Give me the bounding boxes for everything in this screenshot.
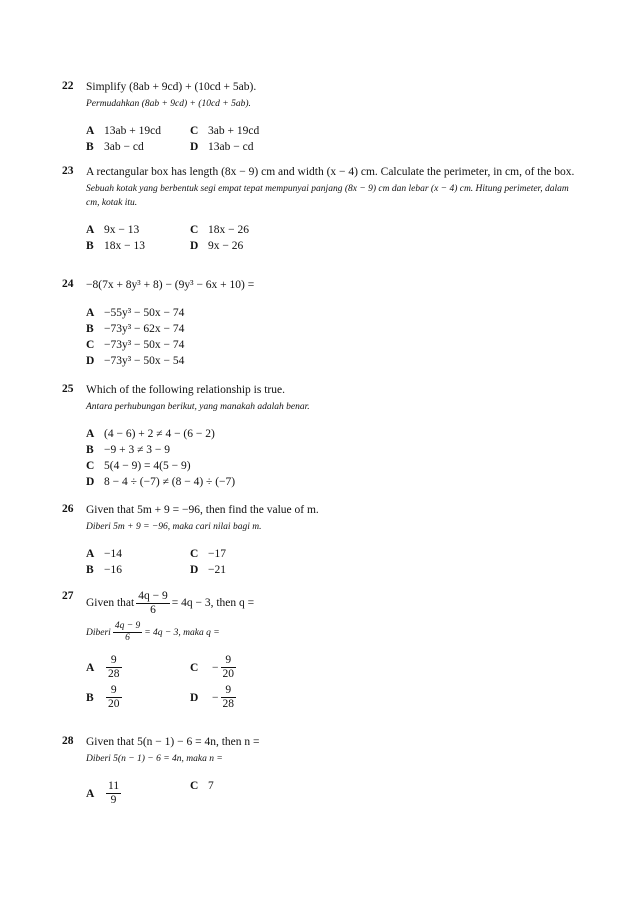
question-text-ms: Antara perhubungan berikut, yang manakah adalah benar. [86, 402, 310, 412]
option-d[interactable]: D − $\frac{9}{28}$ [190, 684, 234, 710]
question-text-ms: Diberi 5m + 9 = −96, maka cari nilai bagi m. [86, 522, 262, 532]
question-number: 23 [62, 165, 74, 177]
option-a[interactable]: A −14 [86, 548, 122, 560]
option-c[interactable]: C − $\frac{9}{20}$ [190, 654, 234, 680]
options [86, 125, 582, 157]
question-number: 27 [62, 590, 74, 602]
option-a[interactable]: A (4 − 6) + 2 ≠ 4 − (6 − 2) [86, 428, 215, 440]
option-a[interactable]: A 13ab + 19cd [86, 125, 161, 137]
option-b[interactable]: B −73y³ − 62x − 74 [86, 323, 185, 335]
options [86, 428, 582, 492]
option-d[interactable]: D −21 [190, 564, 226, 576]
question-text-ms: Sebuah kotak yang berbentuk segi empat tepat mempunyai panjang (8x − 9) cm dan lebar (x − 4) cm. Hitung perimeter, dalam cm, kotak itu. [86, 184, 569, 208]
option-d[interactable]: D −73y³ − 50x − 54 [86, 355, 185, 367]
option-a[interactable]: A $\frac{11}{9}$ [86, 780, 120, 806]
question-text-ms: Permudahkan (8ab + 9cd) + (10cd + 5ab). [86, 99, 251, 109]
fraction: $\frac{4q - 9}{6}$ [138, 590, 168, 616]
option-b[interactable]: B $\frac{9}{20}$ [86, 684, 120, 710]
question-text-en: Given that 5m + 9 = −96, then find the value of m. [86, 504, 319, 516]
options [86, 654, 582, 714]
options [86, 307, 582, 371]
question-number: 25 [62, 383, 74, 395]
question-text-en: Given that 5(n − 1) − 6 = 4n, then n = [86, 736, 260, 748]
question-text-en: Which of the following relationship is true. [86, 384, 285, 396]
option-d[interactable]: D 8 − 4 ÷ (−7) ≠ (8 − 4) ÷ (−7) [86, 476, 236, 488]
options [86, 224, 582, 256]
options [86, 548, 582, 580]
option-c[interactable]: C 5(4 − 9) = 4(5 − 9) [86, 460, 191, 472]
option-d[interactable]: D 9x − 26 [190, 240, 244, 252]
option-a[interactable]: A 9x − 13 [86, 224, 140, 236]
option-b[interactable]: B 3ab − cd [86, 141, 144, 153]
question-text-en: A rectangular box has length (8x − 9) cm and width (x − 4) cm. Calculate the perimeter, in cm, of the box. [86, 166, 575, 178]
option-b[interactable]: B −9 + 3 ≠ 3 − 9 [86, 444, 171, 456]
question-text-en: Simplify (8ab + 9cd) + (10cd + 5ab). [86, 81, 257, 93]
option-c[interactable]: C −17 [190, 548, 226, 560]
question-number: 26 [62, 503, 74, 515]
question-text-ms: Diberi $\frac{4q - 9}{6}$ = 4q − 3, maka q = [86, 621, 220, 643]
option-d[interactable]: D 13ab − cd [190, 141, 254, 153]
question-number: 22 [62, 80, 74, 92]
option-a[interactable]: A $\frac{9}{28}$ [86, 654, 120, 680]
option-b[interactable]: B 18x − 13 [86, 240, 145, 252]
option-c[interactable]: C −73y³ − 50x − 74 [86, 339, 185, 351]
question-number: 28 [62, 735, 74, 747]
option-c[interactable]: C 3ab + 19cd [190, 125, 260, 137]
option-c[interactable]: C 7 [190, 780, 214, 792]
question-text-ms: Diberi 5(n − 1) − 6 = 4n, maka n = [86, 754, 223, 764]
option-b[interactable]: B −16 [86, 564, 122, 576]
question-number: 24 [62, 278, 74, 290]
fraction: $\frac{4q - 9}{6}$ [114, 621, 141, 643]
option-c[interactable]: C 18x − 26 [190, 224, 249, 236]
question-text-en: −8(7x + 8y³ + 8) − (9y³ − 6x + 10) = [86, 279, 255, 291]
options [86, 780, 582, 810]
question-text-en: Given that $\frac{4q - 9}{6}$ = 4q − 3, then q = [86, 590, 255, 616]
option-a[interactable]: A −55y³ − 50x − 74 [86, 307, 185, 319]
